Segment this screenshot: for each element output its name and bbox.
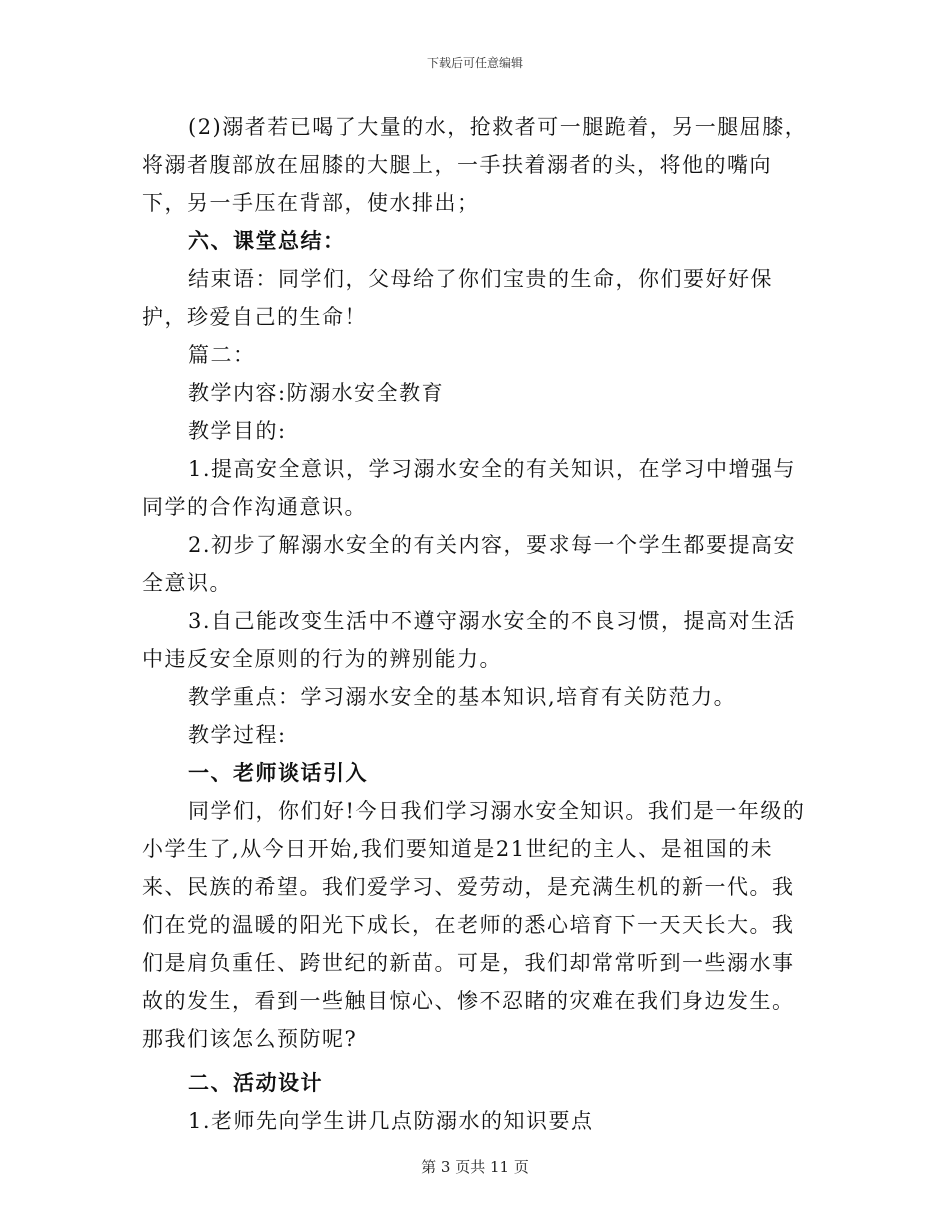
document-body — [142, 108, 812, 1140]
list-item-goal-3: 3.自己能改变生活中不遵守溺水安全的不良习惯，提高对生活中违反安全原则的行为的辨别能力。 — [142, 609, 797, 671]
paragraph-intro-speech: 同学们，你们好!今日我们学习溺水安全知识。我们是一年级的小学生了,从今日开始,我们要知道是21世纪的主人、是祖国的未来、民族的希望。我们爱学习、爱劳动，是充满生机的新一代。我们在党的温暖的阳光下成长，在老师的悉心培育下一天天长大。我们是肩负重任、跨世纪的新苗。可是，我们却常常听到一些溺水事故的发生，看到一些触目惊心、惨不忍睹的灾难在我们身边发生。那我们该怎么预防呢? — [142, 799, 806, 1051]
page-header: 下载后可任意编辑 — [426, 56, 523, 70]
list-item-goal-2: 2.初步了解溺水安全的有关内容，要求每一个学生都要提高安全意识。 — [142, 533, 797, 595]
paragraph-teaching-focus: 教学重点：学习溺水安全的基本知识,培育有关防范力。 — [188, 685, 737, 709]
heading-teacher-intro: 一、老师谈话引入 — [188, 760, 368, 785]
heading-class-summary: 六、课堂总结： — [188, 228, 346, 253]
paragraph-teaching-process: 教学过程: — [188, 723, 287, 747]
list-item-activity-1: 1.老师先向学生讲几点防溺水的知识要点 — [188, 1109, 594, 1133]
paragraph-teaching-content: 教学内容:防溺水安全教育 — [188, 381, 445, 405]
paragraph-part-two: 篇二： — [188, 343, 256, 367]
list-item-goal-1: 1.提高安全意识，学习溺水安全的有关知识，在学习中增强与同学的合作沟通意识。 — [142, 457, 797, 519]
paragraph-rescue-step-2: (2)溺者若已喝了大量的水，抢救者可一腿跪着，另一腿屈膝，将溺者腹部放在屈膝的大腿上，一手扶着溺者的头，将他的嘴向下，另一手压在背部，使水排出； — [142, 115, 808, 215]
paragraph-closing-remarks: 结束语：同学们，父母给了你们宝贵的生命，你们要好好保护，珍爱自己的生命！ — [142, 267, 773, 329]
heading-activity-design: 二、活动设计 — [188, 1070, 323, 1095]
paragraph-teaching-goals: 教学目的: — [188, 419, 287, 443]
page-footer: 第 3 页共 11 页 — [421, 1158, 529, 1176]
